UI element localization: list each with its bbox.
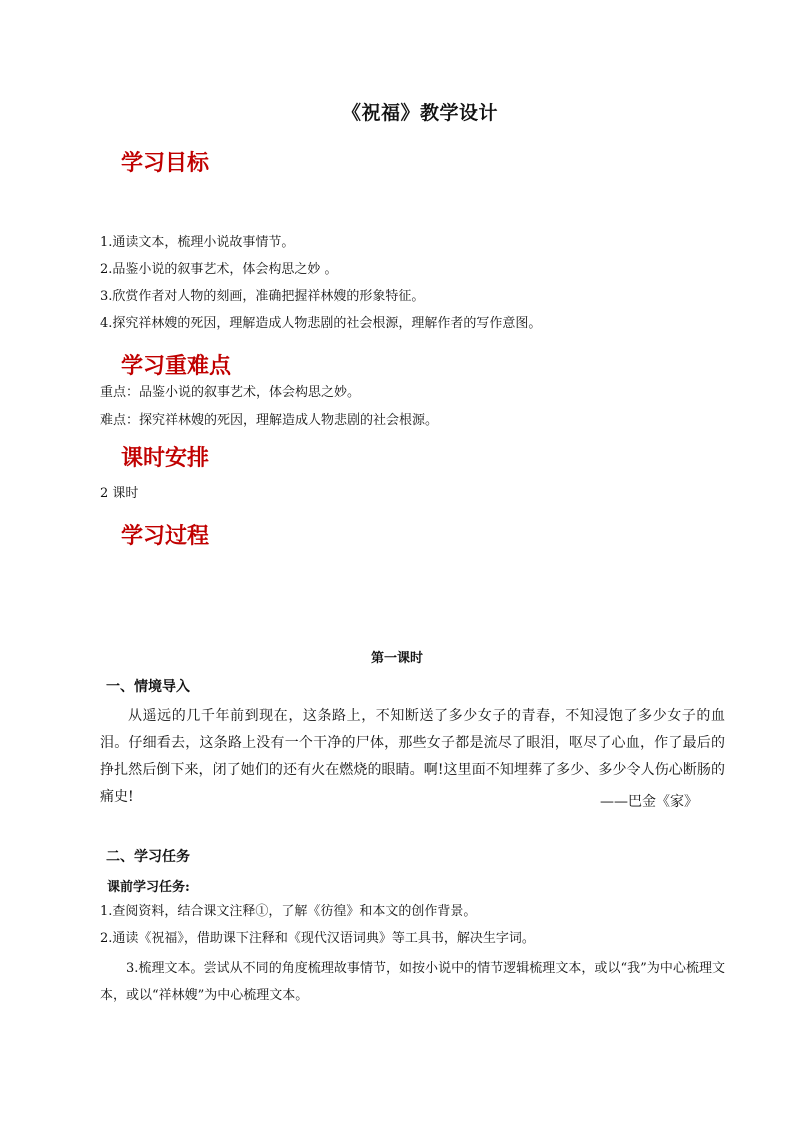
heading-schedule: 课时安排: [121, 445, 210, 471]
task-item-1: 1.查阅资料，结合课文注释①，了解《彷徨》和本文的创作背景。: [100, 904, 477, 919]
task-item-2: 2.通读《祝福》，借助课下注释和《现代汉语词典》等工具书，解决生字词。: [100, 931, 535, 946]
difficulty-point: 难点：探究祥林嫂的死因，理解造成人物悲剧的社会根源。: [100, 413, 439, 428]
focus-point: 重点：品鉴小说的叙事艺术，体会构思之妙。: [100, 385, 361, 400]
part1-heading: 一、情境导入: [106, 679, 190, 695]
objective-item-2: 2.品鉴小说的叙事艺术，体会构思之妙 。: [100, 262, 338, 277]
document-title: 《祝福》教学设计: [341, 102, 498, 124]
pre-class-label: 课前学习任务:: [107, 880, 190, 895]
schedule-value: 2 课时: [100, 486, 139, 501]
intro-quote: 从遥远的几千年前到现在，这条路上，不知断送了多少女子的青春，不知浸饱了多少女子的血泪。仔细看去，这条路上没有一个干净的尸体，那些女子都是流尽了眼泪，呕尽了心血，作了最后的挣扎然后倒下来，闭了她们的还有火在燃烧的眼睛。啊!这里面不知埋葬了多少、多少令人伤心断肠的痛史!: [100, 708, 725, 805]
heading-key-points: 学习重难点: [121, 353, 232, 379]
part2-heading: 二、学习任务: [106, 849, 190, 865]
lesson-title: 第一课时: [370, 651, 423, 666]
heading-objectives: 学习目标: [121, 150, 210, 176]
task-item-3: 3.梳理文本。尝试从不同的角度梳理故事情节，如按小说中的情节逻辑梳理文本，或以“我”为中心梳理文本，或以“祥林嫂”为中心梳理文本。: [100, 961, 725, 1003]
objective-item-3: 3.欣赏作者对人物的刻画，准确把握祥林嫂的形象特征。: [100, 289, 425, 304]
quote-source: ——巴金《家》: [600, 794, 698, 810]
heading-process: 学习过程: [121, 523, 210, 549]
objective-item-1: 1.通读文本，梳理小说故事情节。: [100, 235, 295, 250]
objective-item-4: 4.探究祥林嫂的死因，理解造成人物悲剧的社会根源，理解作者的写作意图。: [100, 316, 542, 331]
